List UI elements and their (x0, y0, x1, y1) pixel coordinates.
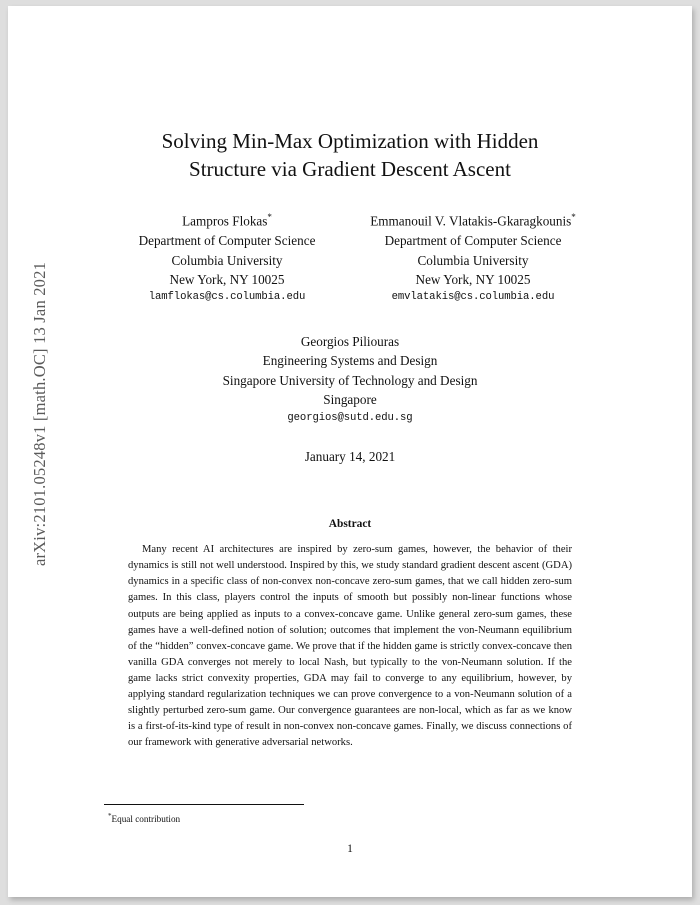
title-line-2: Structure via Gradient Descent Ascent (189, 156, 511, 181)
paper-content (104, 6, 596, 897)
author-3-department: Engineering Systems and Design (262, 353, 438, 369)
author-block-1 (104, 211, 350, 306)
author-1-footnote-marker: * (267, 212, 272, 223)
abstract-body: Many recent AI architectures are inspired by zero-sum games, however, the behavior of their dynamics is still not well understood. Inspired by this, we study standard gradient descent ascent (GDA) dynamics in a specific class of non-convex non-concave zero-sum games, that we call hidden zero-sum games. In this class, players control the inputs of smooth but possibly non-linear functions whose outputs are being applied as inputs to a convex-concave game. Unlike general zero-sum games, these games have a well-defined notion of solution; outcomes that implement the von-Neumann equilibrium of the “hidden” convex-concave game. We prove that if the hidden game is strictly convex-concave then vanilla GDA converges not merely to local Nash, but typically to the von-Neumann solution. If the game lacks strict convexity properties, GDA may fail to converge to any equilibrium, however, by applying standard regularization techniques we can prove convergence to a von-Neumann solution of a slightly perturbed zero-sum game. Our convergence guarantees are non-local, which as far as we know is a first-of-its-kind type of result in non-convex non-concave games. Finally, we discuss connections of our framework with generative adversarial networks. (128, 544, 572, 749)
author-1-institution: Columbia University (171, 252, 283, 268)
author-2-email[interactable]: emvlatakis@cs.columbia.edu (391, 291, 555, 304)
footnote-label: Equal contribution (111, 814, 181, 825)
author-1-email[interactable]: lamflokas@cs.columbia.edu (148, 291, 306, 304)
footnote-text (104, 812, 596, 824)
publication-date: January 14, 2021 (304, 449, 396, 465)
author-name-2 (350, 211, 596, 231)
author-2-department: Department of Computer Science (384, 233, 562, 249)
author-3-email[interactable]: georgios@sutd.edu.sg (287, 411, 413, 424)
author-name-1 (104, 211, 350, 231)
author-3-location: Singapore (323, 392, 377, 408)
footnote-marker: * (108, 812, 112, 820)
footnote-section (104, 804, 596, 824)
author-3-name: Georgios Piliouras (300, 334, 400, 350)
author-2-footnote-marker: * (571, 212, 576, 223)
author-1-location: New York, NY 10025 (169, 272, 285, 288)
author-2-location: New York, NY 10025 (415, 272, 531, 288)
author-2-institution: Columbia University (417, 252, 529, 268)
abstract-heading: Abstract (328, 518, 372, 531)
author-3-institution: Singapore University of Technology and Design (222, 372, 478, 388)
footnote-rule (104, 804, 304, 805)
authors-row (104, 211, 596, 306)
title-line-1: Solving Min-Max Optimization with Hidden (161, 129, 539, 153)
author-block-3 (104, 332, 596, 426)
page-number: 1 (347, 843, 353, 855)
author-name-2-text: Emmanouil V. Vlatakis-Gkaragkounis (370, 213, 572, 229)
author-1-department: Department of Computer Science (138, 233, 316, 249)
arxiv-stamp: arXiv:2101.05248v1 [math.OC] 13 Jan 2021 (30, 261, 49, 567)
paper-page (8, 6, 692, 897)
author-name-1-text: Lampros Flokas (182, 213, 268, 229)
page-title (104, 128, 596, 183)
author-block-2 (350, 211, 596, 306)
